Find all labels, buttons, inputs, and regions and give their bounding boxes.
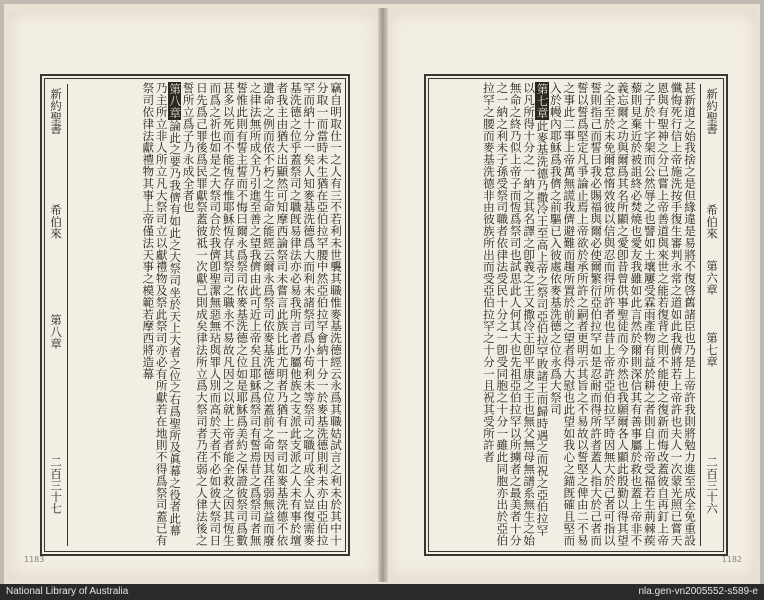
- book-name: 希伯來: [49, 204, 63, 239]
- right-body-text: [432, 82, 696, 548]
- chapter-label: 第六章: [705, 260, 719, 295]
- chapter-inline-label: 第七章: [705, 332, 719, 367]
- right-paragraph-continued: [482, 82, 549, 548]
- left-paragraph-continued: [141, 82, 181, 548]
- left-text-frame: [40, 74, 350, 556]
- pencil-page-note: 1182: [721, 555, 742, 564]
- section-marker: 第八章: [168, 83, 183, 119]
- right-text-frame: [424, 74, 728, 556]
- left-body-text: [68, 82, 342, 548]
- page-number: 二百三十六: [705, 456, 719, 514]
- right-paragraph: 甚新道之始我捨之是但緣違是易將不復啓舊諸臣也乃是上帝許我則將勉力進至成全免重設懺悔死行信上帝施洗按手復生審判永常之道如此我儕將若上帝許也夫人一次蒙光照已嘗天恩與有聖神之分已嘗上帝善道與來世之能若復背之則不能使之復新而悔改蓋彼自再釘上帝之子於十字架而公然辱之也譬如土壤屢受霖雨產物有益於耕之者則自上帝受福若生荊棘蒺藜則見棄近於被詛終必焚燒也愛友我雖如此言然於爾則深信其有善事屬於救也蓋上帝非不義忘爾之功與爾爲其名所顯之愛卽昔曾供事聖徒而今亦然也我願爾各人顯此殷勤以得其望之全至於末免爾怠惰效彼以信與忍而得所許者也昔上帝許亞伯拉罕時因無大於己者可指以誓則指己而誓曰我必賜福與爾必使爾繁衍亞伯拉罕如是忍耐而得所許者蓋人指大於己者而誓以誓爲堅定凡爭論止焉上帝欲於承所許之嗣者更明示其旨之不易故以誓堅之俾由二不易之事此二事上帝萬無謊我儕避難而趨所置於前之望者得大慰也此望如我心之錨旣確且堅而入於幔內耶穌爲我儕之前驅已入彼處依麥基洗德之位永爲大祭司: [548, 82, 697, 547]
- left-paragraph: 竊自明取仕一之人有三不若利未世襲其職惟麥基洗德經云永爲其職姑試言之利未於其中十分取一而當時未生猶在亞伯拉罕腰中然亞伯拉罕會納十分一於麥基洗德則利未亦由亞伯拉罕而納十分一矣人知麥基洗德爲大而利未諸祭司爲小苟利未等祭司之職可成全人豈復需麥基洗德之位乎蓋祭司之職旣易律法亦必易我所言者乃屬他族之支派此支派之人未有事於壇者我主由猶大出顯然可知摩西論祭司未嘗言此族比此尤明者乃猶有一祭司如麥基洗德不依遺命之例而依不朽之生命之能經云爾永爲祭司依麥基洗德之位蓋前之命因其荏弱無益而廢之律法無所成全乃引進至善之望我儕由此可近上帝矣且耶穌爲祭司有誓焉昔之爲祭司者無誓惟此則有誓主誓而不悔曰爾永爲祭司依麥基洗德之位如是耶穌爲美約之保證彼祭司爲數甚多以死而不能恆存惟耶穌恆存其祭司之職永不易故凡因之以就上帝者能全救之因其恆生而爲之祈也如是之大祭司合於我儕卽聖潔無惡無玷與罪人別而高於天者不必如彼大祭司日日先爲己罪後爲民罪獻祭蓋彼祗一次獻己則成矣律法所立爲大祭司者乃荏弱之人律法後之誓所立爲子乃永成全者也: [181, 82, 343, 547]
- right-margin-column: [700, 84, 723, 546]
- book-name: 希伯來: [705, 204, 719, 239]
- book-gutter: [378, 8, 388, 582]
- page-number: 二百三十七: [49, 456, 63, 514]
- left-trailing-text: 論此之要乃我儕有如此之大祭司坐於天上大者之位之右爲聖所及眞幕之役者此幕乃主所立非人所立凡大祭司立以獻禮物及祭此祭司亦必有所獻若在地則不得爲祭司蓋已有祭司依律法獻禮物其事上帝僅法天事之模範若摩西將造幕: [141, 82, 183, 547]
- left-margin-column: [45, 84, 68, 546]
- pencil-page-note: 1183: [24, 555, 45, 564]
- footer-source: National Library of Australia: [6, 586, 129, 597]
- right-page: [388, 12, 756, 578]
- left-page: [8, 12, 378, 578]
- chapter-label: 第八章: [49, 314, 63, 349]
- footer-identifier: nla.gen-vn2005552-s589-e: [638, 586, 758, 597]
- section-marker: 第七章: [535, 83, 550, 119]
- footer-bar: [0, 584, 764, 600]
- right-trailing-text: 此麥基洗德乃撒冷王至高上帝之祭司亞伯拉罕敗諸王而歸時遇之而祝之亞伯拉罕以凡所得十分之一納之其名譯之卽義之王又撒冷王卽平康之王也無父無母無譜系無生之始無命之終乃似上帝子而恆爲祭司也試思此人何其大也先祖亞伯拉罕以所擄者之最美者十分之一納之利未子孫受祭司職者依律法受民十分之一卽受同胞之十分一雖此同胞亦出於亞伯拉罕之腰而麥基洗德非由彼族所出而受亞伯拉罕之十分一且祝其受所許者: [481, 82, 550, 547]
- book-title: 新約聖書: [49, 88, 63, 135]
- book-title: 新約聖書: [705, 88, 719, 135]
- open-book: [4, 4, 760, 584]
